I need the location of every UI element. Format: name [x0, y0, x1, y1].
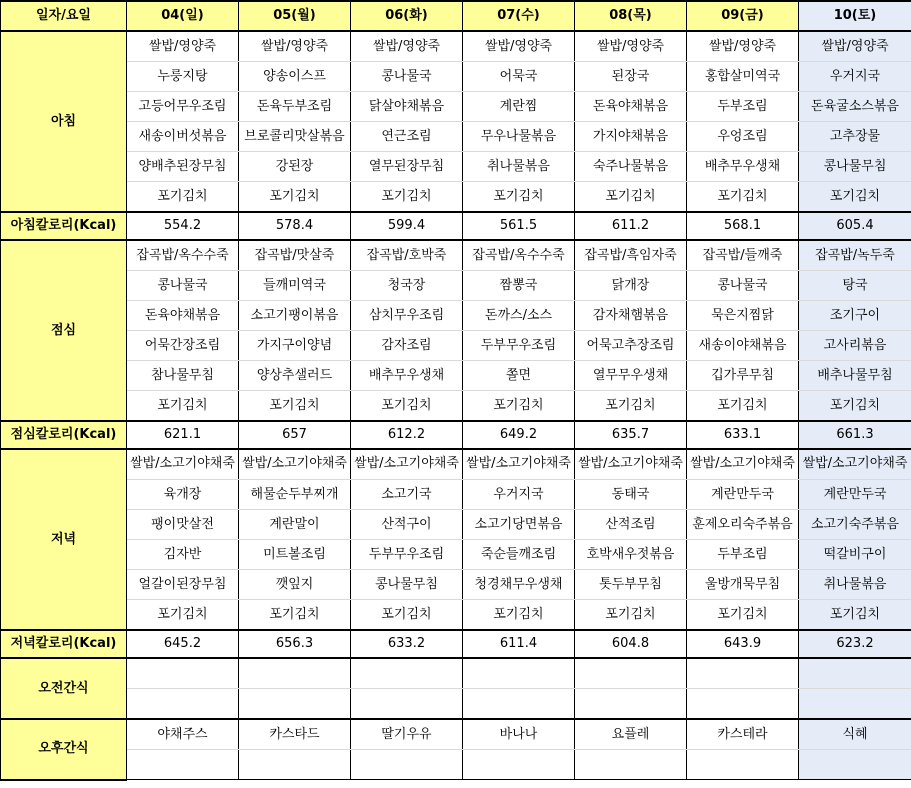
dinner-menu-row	[1, 449, 911, 480]
lunch-calorie-label: 점심칼로리(Kcal)	[1, 421, 127, 449]
dinner-menu-row	[1, 480, 911, 510]
breakfast-dish-cell: 숙주나물볶음	[575, 152, 687, 182]
dinner-dish-cell: 소고기국	[351, 480, 463, 510]
day-header-thu: 08(목)	[575, 1, 687, 31]
dinner-dish-cell: 울방개묵무침	[687, 570, 799, 600]
breakfast-calorie-value: 611.2	[575, 212, 687, 240]
lunch-dish-cell: 감자조림	[351, 331, 463, 361]
dinner-dish-cell: 계란만두국	[687, 480, 799, 510]
lunch-dish-cell: 포기김치	[799, 391, 911, 422]
lunch-dish-cell: 잡곡밥/옥수수죽	[127, 240, 239, 271]
dinner-dish-cell: 청경채무우생채	[463, 570, 575, 600]
lunch-dish-cell: 두부무우조림	[463, 331, 575, 361]
dinner-dish-cell: 포기김치	[239, 600, 351, 631]
breakfast-dish-cell: 양송이스프	[239, 62, 351, 92]
lunch-dish-cell: 가지구이양념	[239, 331, 351, 361]
day-header-sun: 04(일)	[127, 1, 239, 31]
lunch-dish-cell: 잡곡밥/맛살죽	[239, 240, 351, 271]
pm_snack-cell: 야채주스	[127, 719, 239, 750]
am_snack-cell	[127, 689, 239, 720]
breakfast-dish-cell: 누룽지탕	[127, 62, 239, 92]
dinner-dish-cell-text: 쌀밥/소고기야채죽	[578, 456, 683, 471]
lunch-dish-cell: 돈육야채볶음	[127, 301, 239, 331]
breakfast-dish-cell: 우엉조림	[687, 122, 799, 152]
breakfast-dish-cell: 어묵국	[463, 62, 575, 92]
dinner-dish-cell: 훈제오리숙주볶음	[687, 510, 799, 540]
am_snack-cell	[799, 689, 911, 720]
lunch-dish-cell: 포기김치	[687, 391, 799, 422]
pm_snack-row	[1, 750, 911, 780]
breakfast-dish-cell: 포기김치	[799, 182, 911, 213]
lunch-dish-cell: 청국장	[351, 271, 463, 301]
breakfast-dish-cell: 홍합살미역국	[687, 62, 799, 92]
breakfast-dish-cell: 포기김치	[575, 182, 687, 213]
dinner-dish-cell-text: 쌀밥/소고기야채죽	[466, 456, 571, 471]
pm_snack-cell	[239, 750, 351, 780]
dinner-calorie-value: 604.8	[575, 630, 687, 658]
lunch-dish-cell: 콩나물국	[687, 271, 799, 301]
pm_snack-cell: 카스테라	[687, 719, 799, 750]
breakfast-dish-cell: 고추장물	[799, 122, 911, 152]
breakfast-dish-cell: 포기김치	[239, 182, 351, 213]
dinner-dish-cell: 소고기당면볶음	[463, 510, 575, 540]
am_snack-label: 오전간식	[1, 658, 127, 719]
dinner-calorie-value: 633.2	[351, 630, 463, 658]
lunch-dish-cell: 소고기팽이볶음	[239, 301, 351, 331]
lunch-calorie-value: 635.7	[575, 421, 687, 449]
breakfast-calorie-value: 578.4	[239, 212, 351, 240]
breakfast-dish-cell: 닭살야채볶음	[351, 92, 463, 122]
pm_snack-cell	[575, 750, 687, 780]
breakfast-calorie-row	[1, 212, 911, 240]
am_snack-cell	[127, 658, 239, 689]
pm_snack-cell: 카스타드	[239, 719, 351, 750]
lunch-dish-cell: 어묵간장조림	[127, 331, 239, 361]
dinner-dish-cell: 포기김치	[687, 600, 799, 631]
lunch-dish-cell: 잡곡밥/옥수수죽	[463, 240, 575, 271]
lunch-dish-cell: 잡곡밥/녹두죽	[799, 240, 911, 271]
breakfast-dish-cell: 계란찜	[463, 92, 575, 122]
dinner-calorie-value: 623.2	[799, 630, 911, 658]
dinner-dish-cell: 죽순들깨조림	[463, 540, 575, 570]
lunch-dish-cell: 잡곡밥/흑임자죽	[575, 240, 687, 271]
dinner-calorie-value: 645.2	[127, 630, 239, 658]
lunch-menu-row	[1, 331, 911, 361]
dinner-dish-cell	[127, 449, 239, 480]
dinner-dish-cell: 산적조림	[575, 510, 687, 540]
dinner-dish-cell: 깻잎지	[239, 570, 351, 600]
am_snack-cell	[463, 658, 575, 689]
header-corner-cell: 일자/요일	[1, 1, 127, 31]
breakfast-dish-cell: 가지야채볶음	[575, 122, 687, 152]
pm_snack-label: 오후간식	[1, 719, 127, 780]
dinner-menu-row	[1, 540, 911, 570]
dinner-dish-cell: 우거지국	[463, 480, 575, 510]
breakfast-dish-cell: 고등어무우조림	[127, 92, 239, 122]
dinner-dish-cell: 떡갈비구이	[799, 540, 911, 570]
dinner-dish-cell	[463, 449, 575, 480]
breakfast-dish-cell: 브로콜리맛살볶음	[239, 122, 351, 152]
dinner-dish-cell: 계란만두국	[799, 480, 911, 510]
day-header-wed: 07(수)	[463, 1, 575, 31]
breakfast-dish-cell: 쌀밥/영양죽	[351, 31, 463, 62]
dinner-calorie-value: 611.4	[463, 630, 575, 658]
dinner-dish-cell	[799, 449, 911, 480]
breakfast-dish-cell: 포기김치	[463, 182, 575, 213]
lunch-dish-cell: 닭개장	[575, 271, 687, 301]
dinner-dish-cell: 포기김치	[127, 600, 239, 631]
lunch-dish-cell: 깁가루무침	[687, 361, 799, 391]
breakfast-dish-cell: 콩나물무침	[799, 152, 911, 182]
breakfast-calorie-value: 599.4	[351, 212, 463, 240]
dinner-dish-cell-text: 쌀밥/소고기야채죽	[354, 456, 459, 471]
breakfast-dish-cell: 돈육두부조림	[239, 92, 351, 122]
lunch-menu-row	[1, 240, 911, 271]
dinner-dish-cell: 포기김치	[463, 600, 575, 631]
dinner-dish-cell	[575, 449, 687, 480]
breakfast-menu-row	[1, 62, 911, 92]
dinner-dish-cell: 산적구이	[351, 510, 463, 540]
pm_snack-cell	[351, 750, 463, 780]
am_snack-cell	[351, 658, 463, 689]
lunch-dish-cell: 삼치무우조림	[351, 301, 463, 331]
pm_snack-cell: 딸기우유	[351, 719, 463, 750]
lunch-dish-cell: 참나물무침	[127, 361, 239, 391]
lunch-dish-cell: 양상추샐러드	[239, 361, 351, 391]
am_snack-row	[1, 658, 911, 689]
breakfast-dish-cell: 새송이버섯볶음	[127, 122, 239, 152]
am_snack-cell	[687, 689, 799, 720]
dinner-dish-cell: 취나물볶음	[799, 570, 911, 600]
lunch-dish-cell: 쫄면	[463, 361, 575, 391]
breakfast-dish-cell: 배추무우생채	[687, 152, 799, 182]
am_snack-cell	[351, 689, 463, 720]
dinner-dish-cell: 포기김치	[351, 600, 463, 631]
breakfast-menu-row	[1, 152, 911, 182]
breakfast-dish-cell: 콩나물국	[351, 62, 463, 92]
dinner-dish-cell: 팽이맛살전	[127, 510, 239, 540]
dinner-dish-cell: 육개장	[127, 480, 239, 510]
dinner-menu-row	[1, 510, 911, 540]
breakfast-dish-cell: 쌀밥/영양죽	[687, 31, 799, 62]
lunch-dish-cell: 포기김치	[239, 391, 351, 422]
am_snack-cell	[799, 658, 911, 689]
dinner-dish-cell-text: 쌀밥/소고기야채죽	[242, 456, 347, 471]
dinner-label: 저녁	[1, 449, 127, 630]
pm_snack-cell	[127, 750, 239, 780]
lunch-dish-cell: 짬뽕국	[463, 271, 575, 301]
am_snack-cell	[239, 658, 351, 689]
lunch-dish-cell: 묵은지찜닭	[687, 301, 799, 331]
breakfast-dish-cell: 강된장	[239, 152, 351, 182]
dinner-dish-cell: 해물순두부찌개	[239, 480, 351, 510]
am_snack-cell	[575, 689, 687, 720]
day-header-sat: 10(토)	[799, 1, 911, 31]
lunch-dish-cell: 콩나물국	[127, 271, 239, 301]
dinner-dish-cell-text: 쌀밥/소고기야채죽	[130, 456, 235, 471]
lunch-dish-cell: 배추무우생채	[351, 361, 463, 391]
am_snack-cell	[239, 689, 351, 720]
breakfast-menu-row	[1, 31, 911, 62]
pm_snack-cell	[687, 750, 799, 780]
dinner-dish-cell: 계란말이	[239, 510, 351, 540]
lunch-dish-cell: 배추나물무침	[799, 361, 911, 391]
lunch-menu-row	[1, 391, 911, 422]
dinner-dish-cell: 두부무우조림	[351, 540, 463, 570]
day-header-tue: 06(화)	[351, 1, 463, 31]
dinner-calorie-label: 저녁칼로리(Kcal)	[1, 630, 127, 658]
pm_snack-cell	[799, 750, 911, 780]
lunch-calorie-value: 621.1	[127, 421, 239, 449]
breakfast-dish-cell: 취나물볶음	[463, 152, 575, 182]
dinner-dish-cell: 콩나물무침	[351, 570, 463, 600]
lunch-dish-cell: 어묵고추장조림	[575, 331, 687, 361]
day-header-fri: 09(금)	[687, 1, 799, 31]
lunch-dish-cell: 포기김치	[463, 391, 575, 422]
breakfast-calorie-label: 아침칼로리(Kcal)	[1, 212, 127, 240]
lunch-dish-cell: 새송이야채볶음	[687, 331, 799, 361]
pm_snack-cell	[463, 750, 575, 780]
dinner-dish-cell: 포기김치	[575, 600, 687, 631]
breakfast-dish-cell: 양배추된장무침	[127, 152, 239, 182]
dinner-calorie-value: 656.3	[239, 630, 351, 658]
breakfast-dish-cell: 우거지국	[799, 62, 911, 92]
lunch-calorie-value: 633.1	[687, 421, 799, 449]
breakfast-dish-cell: 쌀밥/영양죽	[127, 31, 239, 62]
breakfast-dish-cell: 쌀밥/영양죽	[463, 31, 575, 62]
am_snack-row	[1, 689, 911, 720]
dinner-dish-cell: 호박새우젓볶음	[575, 540, 687, 570]
dinner-menu-row	[1, 570, 911, 600]
breakfast-calorie-value: 568.1	[687, 212, 799, 240]
dinner-calorie-row	[1, 630, 911, 658]
header-row	[1, 1, 911, 31]
day-header-mon: 05(월)	[239, 1, 351, 31]
lunch-calorie-value: 661.3	[799, 421, 911, 449]
lunch-label: 점심	[1, 240, 127, 421]
breakfast-dish-cell: 무우나물볶음	[463, 122, 575, 152]
breakfast-dish-cell: 돈육야채볶음	[575, 92, 687, 122]
lunch-dish-cell: 들깨미역국	[239, 271, 351, 301]
breakfast-dish-cell: 된장국	[575, 62, 687, 92]
pm_snack-cell: 식혜	[799, 719, 911, 750]
lunch-calorie-value: 649.2	[463, 421, 575, 449]
breakfast-dish-cell: 돈육굴소스볶음	[799, 92, 911, 122]
breakfast-dish-cell: 두부조림	[687, 92, 799, 122]
breakfast-dish-cell: 포기김치	[127, 182, 239, 213]
dinner-dish-cell	[239, 449, 351, 480]
dinner-dish-cell-text: 쌀밥/소고기야채죽	[802, 456, 908, 471]
dinner-dish-cell-text: 쌀밥/소고기야채죽	[690, 456, 795, 471]
lunch-calorie-value: 657	[239, 421, 351, 449]
dinner-dish-cell: 포기김치	[799, 600, 911, 631]
lunch-dish-cell: 잡곡밥/호박죽	[351, 240, 463, 271]
lunch-dish-cell: 열무무우생채	[575, 361, 687, 391]
dinner-dish-cell: 얼갈이된장무침	[127, 570, 239, 600]
lunch-dish-cell: 포기김치	[351, 391, 463, 422]
pm_snack-cell: 요플레	[575, 719, 687, 750]
lunch-calorie-value: 612.2	[351, 421, 463, 449]
breakfast-dish-cell: 열무된장무침	[351, 152, 463, 182]
breakfast-label: 아침	[1, 31, 127, 212]
lunch-dish-cell: 감자채햄볶음	[575, 301, 687, 331]
breakfast-calorie-value: 605.4	[799, 212, 911, 240]
breakfast-dish-cell: 포기김치	[687, 182, 799, 213]
dinner-dish-cell: 김자반	[127, 540, 239, 570]
lunch-dish-cell: 잡곡밥/들깨죽	[687, 240, 799, 271]
breakfast-menu-row	[1, 182, 911, 213]
breakfast-dish-cell: 쌀밥/영양죽	[239, 31, 351, 62]
lunch-dish-cell: 돈까스/소스	[463, 301, 575, 331]
pm_snack-cell: 바나나	[463, 719, 575, 750]
lunch-dish-cell: 조기구이	[799, 301, 911, 331]
breakfast-dish-cell: 포기김치	[351, 182, 463, 213]
dinner-dish-cell: 두부조림	[687, 540, 799, 570]
dinner-dish-cell: 미트볼조림	[239, 540, 351, 570]
dinner-calorie-value: 643.9	[687, 630, 799, 658]
lunch-dish-cell: 포기김치	[575, 391, 687, 422]
am_snack-cell	[575, 658, 687, 689]
lunch-dish-cell: 탕국	[799, 271, 911, 301]
dinner-dish-cell	[687, 449, 799, 480]
dinner-dish-cell	[351, 449, 463, 480]
dinner-dish-cell: 동태국	[575, 480, 687, 510]
am_snack-cell	[463, 689, 575, 720]
lunch-dish-cell: 포기김치	[127, 391, 239, 422]
lunch-menu-row	[1, 301, 911, 331]
breakfast-menu-row	[1, 122, 911, 152]
breakfast-menu-row	[1, 92, 911, 122]
lunch-calorie-row	[1, 421, 911, 449]
dinner-menu-row	[1, 600, 911, 631]
am_snack-cell	[687, 658, 799, 689]
breakfast-dish-cell: 연근조림	[351, 122, 463, 152]
breakfast-calorie-value: 554.2	[127, 212, 239, 240]
breakfast-dish-cell: 쌀밥/영양죽	[575, 31, 687, 62]
dinner-dish-cell: 소고기숙주볶음	[799, 510, 911, 540]
lunch-dish-cell: 고사리볶음	[799, 331, 911, 361]
dinner-dish-cell: 톳두부무침	[575, 570, 687, 600]
lunch-menu-row	[1, 361, 911, 391]
lunch-menu-row	[1, 271, 911, 301]
breakfast-calorie-value: 561.5	[463, 212, 575, 240]
pm_snack-row	[1, 719, 911, 750]
breakfast-dish-cell: 쌀밥/영양죽	[799, 31, 911, 62]
